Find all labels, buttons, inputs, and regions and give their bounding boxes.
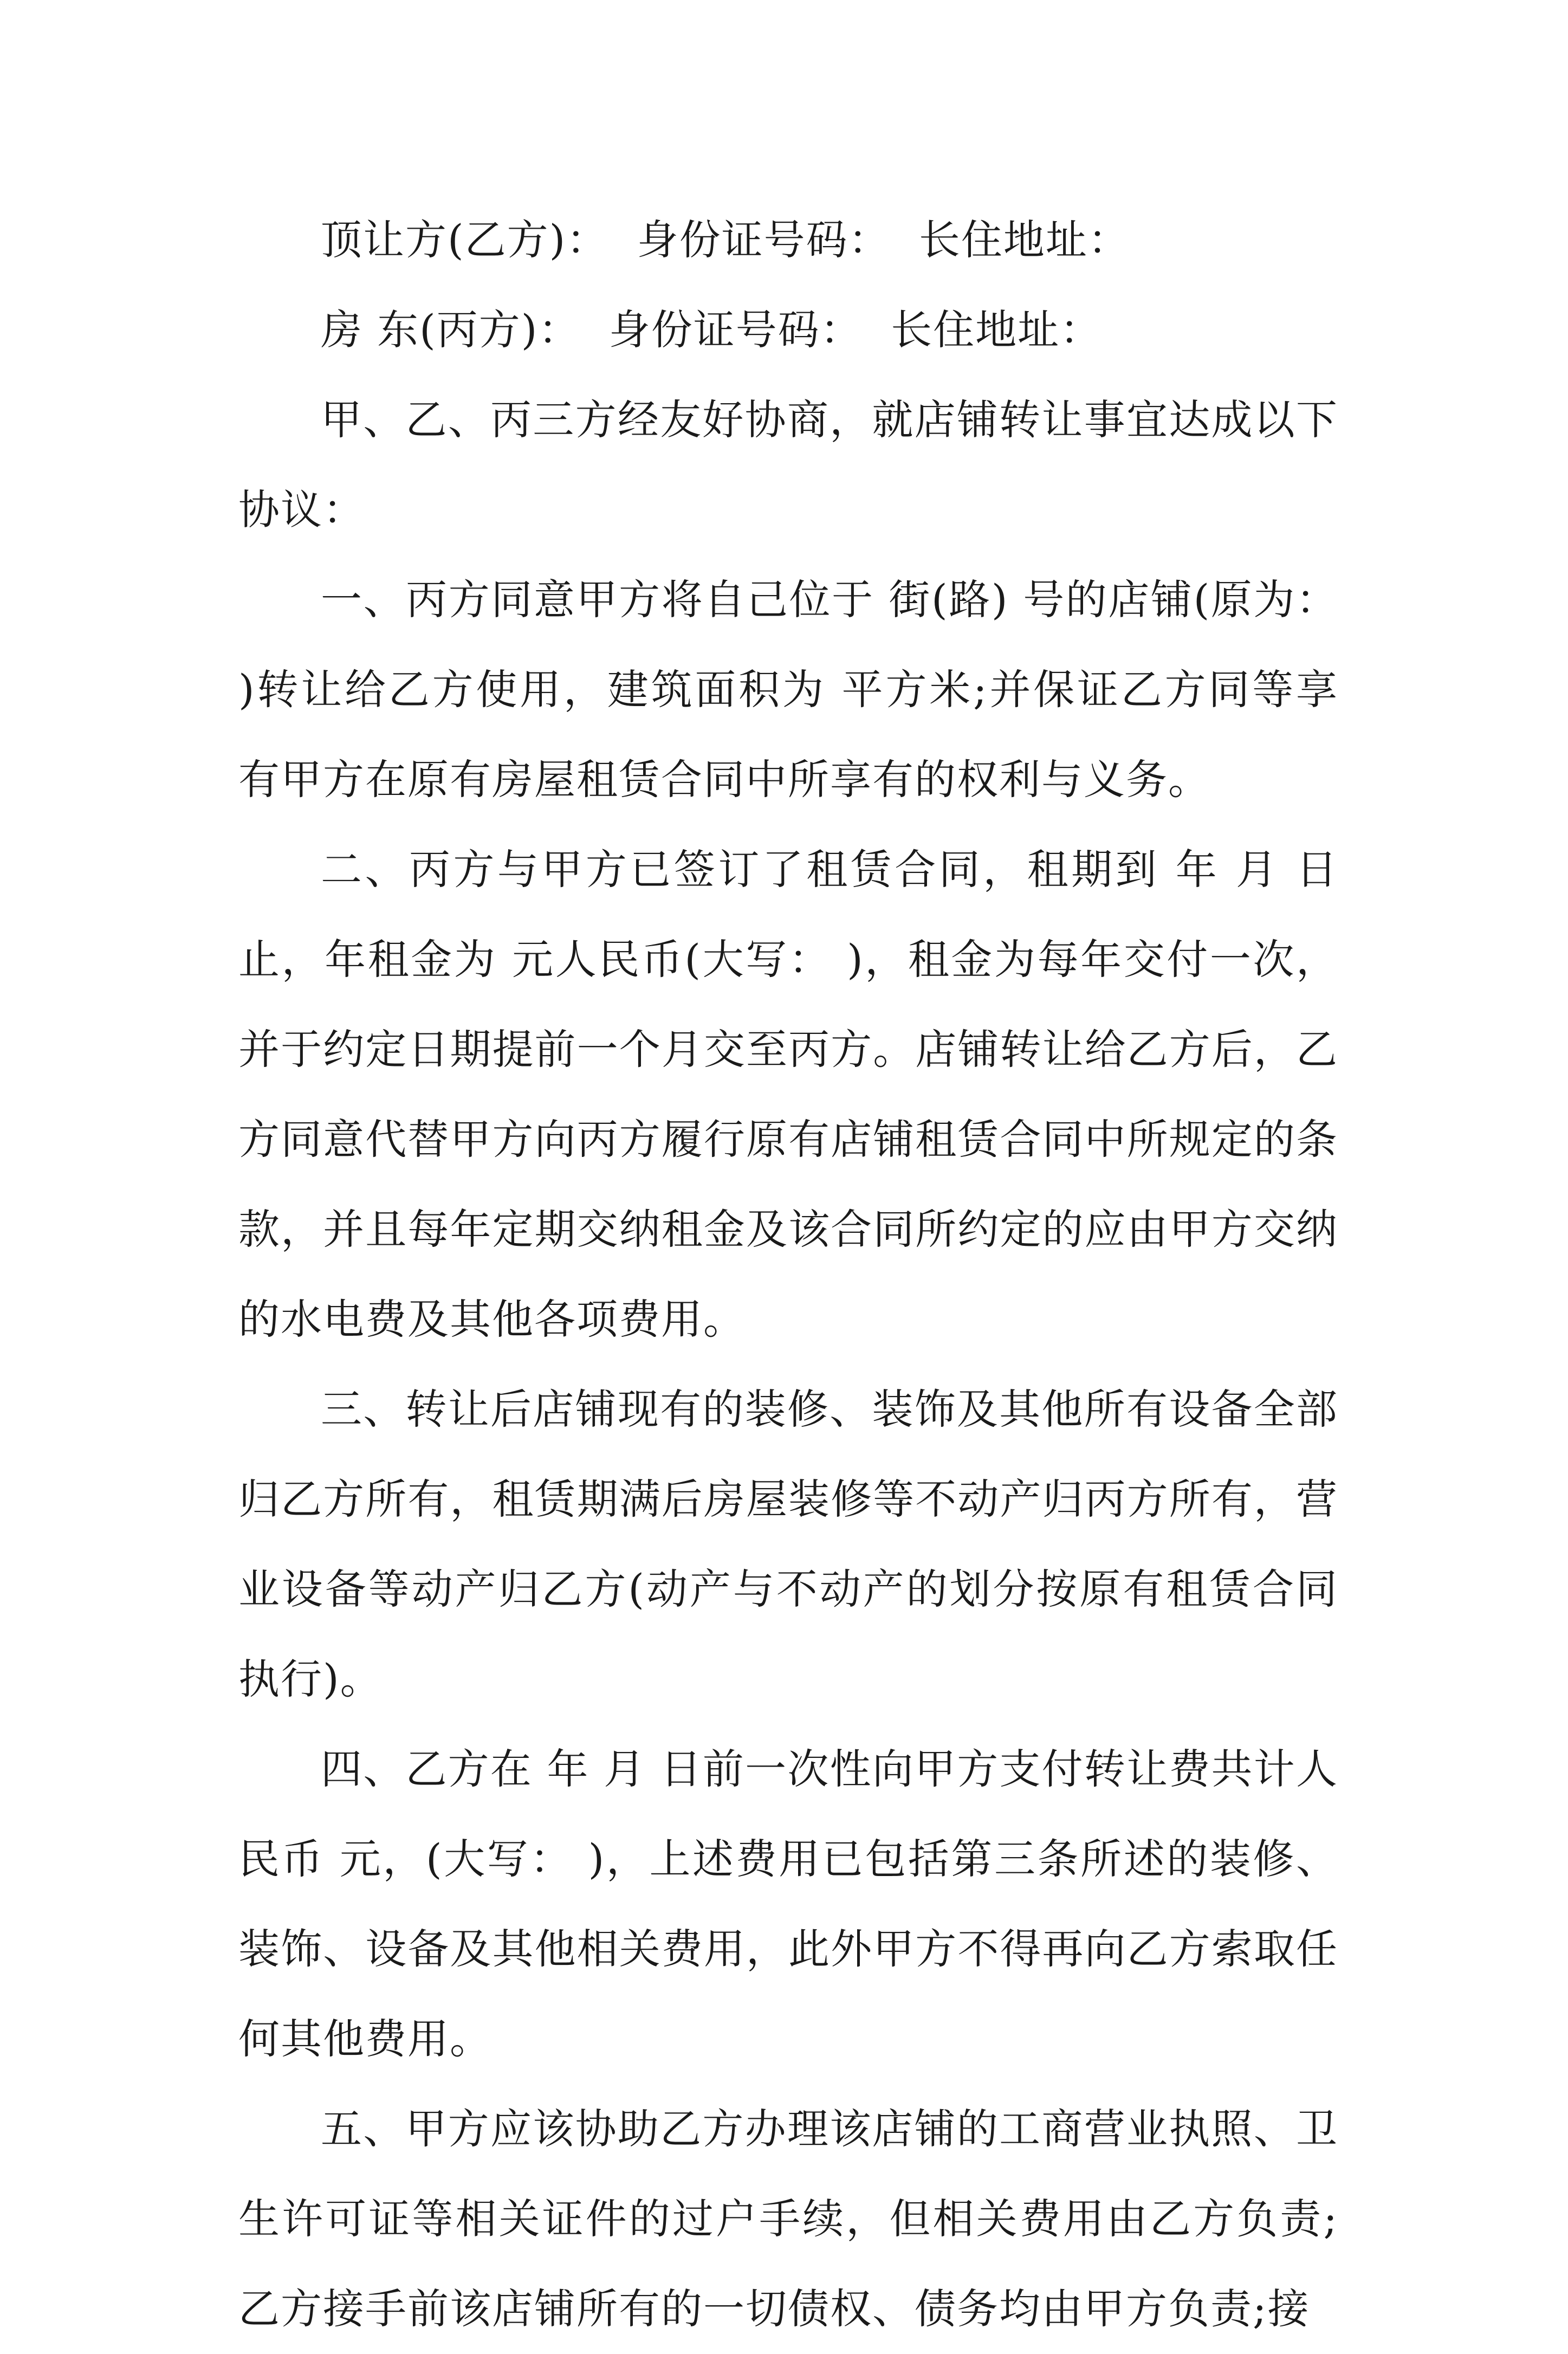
clause-1-paragraph: 一、丙方同意甲方将自己位于 街(路) 号的店铺(原为： )转让给乙方使用，建筑面积为 平方米;并保证乙方同等享有甲方在原有房屋租赁合同中所享有的权利与义务。 bbox=[238, 575, 1338, 804]
party-c-line: 房 东(丙方)： 身份证号码： 长住地址： bbox=[321, 306, 1103, 354]
clause-5-paragraph: 五、甲方应该协助乙方办理该店铺的工商营业执照、卫生许可证等相关证件的过户手续，但相关费用由乙方负责;乙方接手前该店铺所有的一切债权、债务均由甲方负责;接 bbox=[238, 2105, 1338, 2333]
party-b-line: 顶让方(乙方)： 身份证号码： 长住地址： bbox=[321, 216, 1130, 264]
clause-2-paragraph: 二、丙方与甲方已签订了租赁合同，租期到 年 月 日止，年租金为 元人民币(大写： )，租金为每年交付一次，并于约定日期提前一个月交至丙方。店铺转让给乙方后，乙方同意代替甲方向丙方履行原有店铺租赁合同中所规定的条款，并且每年定期交纳租金及该合同所约定的应由甲方交纳的水电费及其他各项费用。 bbox=[238, 845, 1338, 1343]
intro-paragraph: 甲、乙、丙三方经友好协商，就店铺转让事宜达成以下协议： bbox=[238, 396, 1338, 534]
clause-4-paragraph: 四、乙方在 年 月 日前一次性向甲方支付转让费共计人民币 元，(大写： )，上述费用已包括第三条所述的装修、装饰、设备及其他相关费用，此外甲方不得再向乙方索取任何其他费用。 bbox=[238, 1745, 1338, 2063]
document-body bbox=[238, 195, 1338, 2354]
clause-3-paragraph: 三、转让后店铺现有的装修、装饰及其他所有设备全部归乙方所有，租赁期满后房屋装修等不动产归丙方所有，营业设备等动产归乙方(动产与不动产的划分按原有租赁合同执行)。 bbox=[238, 1385, 1338, 1703]
